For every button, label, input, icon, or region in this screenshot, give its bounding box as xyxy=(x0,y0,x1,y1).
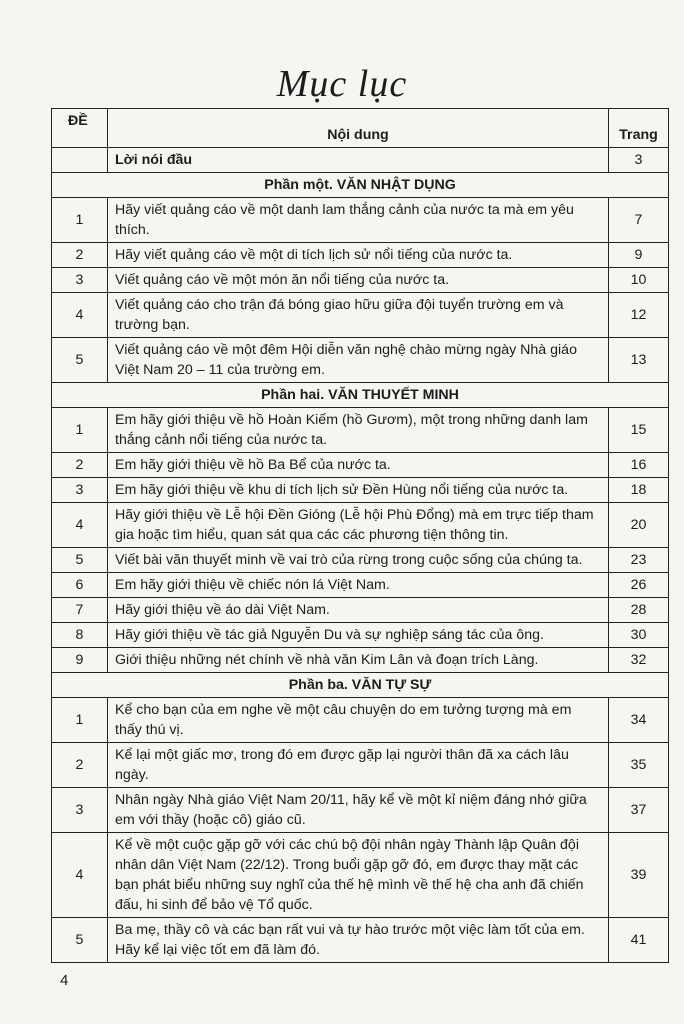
entry-page: 35 xyxy=(609,743,669,788)
header-content: Nội dung xyxy=(108,109,609,148)
entry-page: 10 xyxy=(609,268,669,293)
entry-number: 1 xyxy=(52,698,108,743)
table-row xyxy=(52,408,669,453)
entry-number: 2 xyxy=(52,743,108,788)
table-row xyxy=(52,548,669,573)
entry-number: 3 xyxy=(52,268,108,293)
entry-page: 15 xyxy=(609,408,669,453)
entry-text: Viết quảng cáo cho trận đá bóng giao hữu giữa đội tuyển trường em và trường bạn. xyxy=(108,293,609,338)
entry-number: 3 xyxy=(52,788,108,833)
table-row xyxy=(52,918,669,963)
entry-page: 41 xyxy=(609,918,669,963)
entry-page: 26 xyxy=(609,573,669,598)
toc-table xyxy=(51,108,669,963)
entry-text: Hãy giới thiệu về tác giả Nguyễn Du và sự nghiệp sáng tác của ông. xyxy=(108,623,609,648)
table-header xyxy=(52,109,669,148)
preface-row xyxy=(52,148,669,173)
preface-label: Lời nói đầu xyxy=(108,148,609,173)
preface-page: 3 xyxy=(609,148,669,173)
table-row xyxy=(52,338,669,383)
header-num: ĐỀ xyxy=(52,109,108,148)
entry-page: 7 xyxy=(609,198,669,243)
page-title: Mục lục xyxy=(276,63,408,105)
table-row xyxy=(52,478,669,503)
table-row xyxy=(52,698,669,743)
entry-page: 13 xyxy=(609,338,669,383)
table-row xyxy=(52,198,669,243)
entry-number: 4 xyxy=(52,293,108,338)
table-row xyxy=(52,293,669,338)
entry-text: Viết quảng cáo về một đêm Hội diễn văn nghệ chào mừng ngày Nhà giáo Việt Nam 20 – 11 của trường em. xyxy=(108,338,609,383)
entry-page: 34 xyxy=(609,698,669,743)
section-header xyxy=(52,173,669,198)
entry-page: 16 xyxy=(609,453,669,478)
header-page: Trang xyxy=(609,109,669,148)
entry-number: 1 xyxy=(52,408,108,453)
entry-page: 39 xyxy=(609,833,669,918)
entry-number: 7 xyxy=(52,598,108,623)
entry-text: Hãy giới thiệu về áo dài Việt Nam. xyxy=(108,598,609,623)
entry-text: Viết quảng cáo về một món ăn nổi tiếng của nước ta. xyxy=(108,268,609,293)
entry-number: 2 xyxy=(52,453,108,478)
entry-text: Ba mẹ, thầy cô và các bạn rất vui và tự hào trước một việc làm tốt của em. Hãy kể lại việc tốt em đã làm đó. xyxy=(108,918,609,963)
entry-text: Hãy giới thiệu về Lễ hội Đền Gióng (Lễ hội Phù Đổng) mà em trực tiếp tham gia hoặc tìm hiểu, quan sát qua các các phương tiện thông tin. xyxy=(108,503,609,548)
entry-number: 1 xyxy=(52,198,108,243)
entry-page: 18 xyxy=(609,478,669,503)
entry-page: 9 xyxy=(609,243,669,268)
entry-text: Viết bài văn thuyết minh về vai trò của rừng trong cuộc sống của chúng ta. xyxy=(108,548,609,573)
section-header xyxy=(52,673,669,698)
entry-page: 37 xyxy=(609,788,669,833)
entry-number: 9 xyxy=(52,648,108,673)
entry-page: 30 xyxy=(609,623,669,648)
entry-text: Kể về một cuộc gặp gỡ với các chú bộ đội nhân ngày Thành lập Quân đội nhân dân Việt Nam (22/12). Trong buổi gặp gỡ đó, em được thay mặt các bạn phát biểu những suy nghĩ của thế hệ mình về thế hệ cha anh đã chiến đấu, hi sinh để bảo vệ Tổ quốc. xyxy=(108,833,609,918)
section-title: Phần ba. VĂN TỰ SỰ xyxy=(52,673,669,698)
entry-text: Em hãy giới thiệu về khu di tích lịch sử Đền Hùng nổi tiếng của nước ta. xyxy=(108,478,609,503)
entry-number: 5 xyxy=(52,338,108,383)
entry-page: 12 xyxy=(609,293,669,338)
entry-number: 4 xyxy=(52,833,108,918)
entry-text: Em hãy giới thiệu về chiếc nón lá Việt Nam. xyxy=(108,573,609,598)
table-row xyxy=(52,243,669,268)
entry-text: Hãy viết quảng cáo về một di tích lịch sử nổi tiếng của nước ta. xyxy=(108,243,609,268)
entry-text: Em hãy giới thiệu về hồ Hoàn Kiếm (hồ Gươm), một trong những danh lam thắng cảnh nổi tiếng của nước ta. xyxy=(108,408,609,453)
entry-page: 28 xyxy=(609,598,669,623)
entry-number: 8 xyxy=(52,623,108,648)
table-row xyxy=(52,788,669,833)
entry-number: 6 xyxy=(52,573,108,598)
table-row xyxy=(52,503,669,548)
entry-number: 5 xyxy=(52,918,108,963)
table-row xyxy=(52,743,669,788)
entry-number: 4 xyxy=(52,503,108,548)
table-row xyxy=(52,833,669,918)
section-title: Phần một. VĂN NHẬT DỤNG xyxy=(52,173,669,198)
entry-page: 32 xyxy=(609,648,669,673)
entry-text: Hãy viết quảng cáo về một danh lam thắng cảnh của nước ta mà em yêu thích. xyxy=(108,198,609,243)
entry-text: Nhân ngày Nhà giáo Việt Nam 20/11, hãy kể về một kỉ niệm đáng nhớ giữa em với thầy (hoặc cô) giáo cũ. xyxy=(108,788,609,833)
entry-number: 2 xyxy=(52,243,108,268)
table-row xyxy=(52,268,669,293)
table-row xyxy=(52,648,669,673)
entry-text: Kể cho bạn của em nghe về một câu chuyện do em tưởng tượng mà em thấy thú vị. xyxy=(108,698,609,743)
section-title: Phần hai. VĂN THUYẾT MINH xyxy=(52,383,669,408)
entry-page: 20 xyxy=(609,503,669,548)
entry-number: 3 xyxy=(52,478,108,503)
entry-text: Em hãy giới thiệu về hồ Ba Bể của nước ta. xyxy=(108,453,609,478)
table-row xyxy=(52,598,669,623)
entry-page: 23 xyxy=(609,548,669,573)
entry-number: 5 xyxy=(52,548,108,573)
section-header xyxy=(52,383,669,408)
page-number: 4 xyxy=(60,972,69,989)
preface-num xyxy=(52,148,108,173)
table-row xyxy=(52,623,669,648)
table-row xyxy=(52,573,669,598)
entry-text: Giới thiệu những nét chính về nhà văn Kim Lân và đoạn trích Làng. xyxy=(108,648,609,673)
table-row xyxy=(52,453,669,478)
entry-text: Kể lại một giấc mơ, trong đó em được gặp lại người thân đã xa cách lâu ngày. xyxy=(108,743,609,788)
